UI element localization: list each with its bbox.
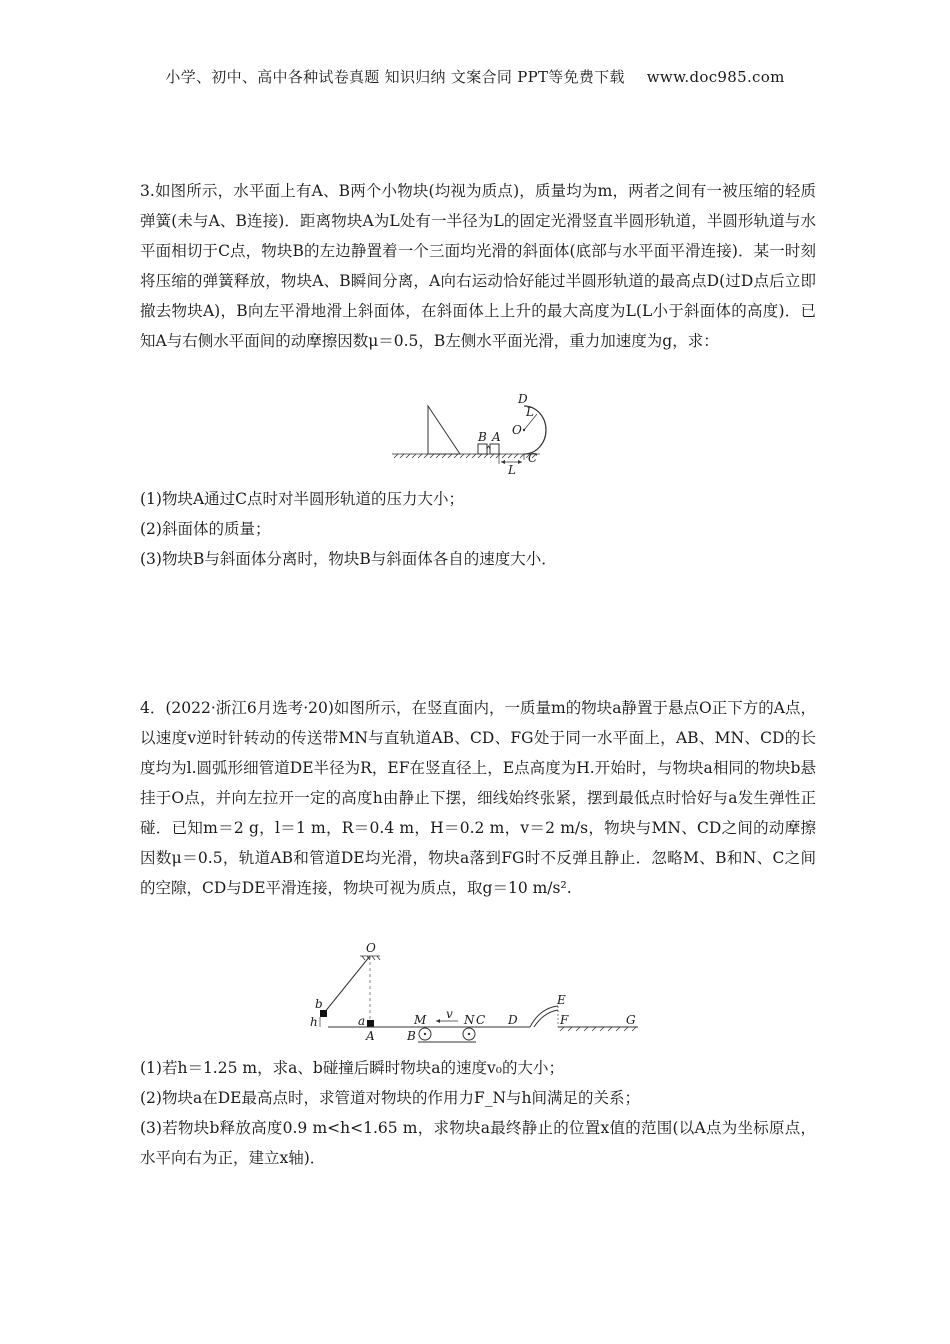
label-d: D xyxy=(518,392,528,406)
q3-sub-3: (3)物块B与斜面体分离时，物块B与斜面体各自的速度大小． xyxy=(140,550,557,568)
label-a: A xyxy=(492,430,501,444)
label-b-point: B xyxy=(407,1029,416,1043)
q3-sub-2: (2)斜面体的质量； xyxy=(140,520,271,538)
ground-hatch-fg xyxy=(560,1027,636,1031)
label-n: N xyxy=(464,1013,475,1027)
label-v: v xyxy=(446,1007,453,1021)
ground-hatch xyxy=(392,454,540,458)
block-b xyxy=(320,1010,327,1017)
label-e: E xyxy=(557,993,566,1007)
q3-subquestions xyxy=(140,484,816,574)
label-c: C xyxy=(476,1013,486,1027)
page-header xyxy=(0,66,950,87)
q4-sub-3: (3)若物块b释放高度0.9 m<h<1.65 m，求物块a最终静止的位置x值的范围(以A点为坐标原点，水平向右为正，建立x轴)． xyxy=(140,1119,816,1167)
q4-sub-2: (2)物块a在DE最高点时，求管道对物块的作用力F_N与h间满足的关系； xyxy=(140,1089,640,1107)
q4-figure xyxy=(308,940,648,1054)
block-a xyxy=(490,444,499,454)
label-f: F xyxy=(560,1013,569,1027)
label-b: B xyxy=(478,430,487,444)
label-h: h xyxy=(310,1015,318,1029)
block-a xyxy=(367,1020,374,1027)
header-text: 小学、初中、高中各种试卷真题 知识归纳 文案合同 PPT等免费下载 xyxy=(165,68,625,86)
header-url[interactable]: www.doc985.com xyxy=(646,68,785,86)
q3-figure xyxy=(390,392,560,481)
label-c: C xyxy=(528,451,538,465)
label-o: O xyxy=(512,423,522,437)
block-b xyxy=(478,444,487,454)
label-l-bottom: L xyxy=(508,463,516,477)
q4-sub-1: (1)若h＝1.25 m，求a、b碰撞后瞬时物块a的速度v₀的大小； xyxy=(140,1059,564,1077)
q4-stem: 4．(2022·浙江6月选考·20)如图所示，在竖直面内，一质量m的物块a静置于悬点O正下方的A点，以速度v逆时针转动的传送带MN与直轨道AB、CD、FG处于同一水平面上，AB、MN、CD的长度均为l.圆弧形细管道DE半径为R，EF在竖直径上，E点高度为H.开始时，与物块a相同的物块b悬挂于O点，并向左拉开一定的高度h由静止下摆，细线始终张紧，摆到最低点时恰好与a发生弹性正碰．已知m＝2 g，l＝1 m，R＝0.4 m，H＝0.2 m，v＝2 m/s，物块与MN、CD之间的动摩擦因数μ＝0.5，轨道AB和管道DE均光滑，物块a落到FG时不反弹且静止．忽略M、B和N、C之间的空隙，CD与DE平滑连接，物块可视为质点，取g＝10 m/s². xyxy=(140,699,816,897)
q3-stem: 3.如图所示，水平面上有A、B两个小物块(均视为质点)，质量均为m，两者之间有一被压缩的轻质弹簧(未与A、B连接)．距离物块A为L处有一半径为L的固定光滑竖直半圆形轨道，半圆形轨道与水平面相切于C点，物块B的左边静置着一个三面均光滑的斜面体(底部与水平面平滑连接)．某一时刻将压缩的弹簧释放，物块A、B瞬间分离，A向右运动恰好能过半圆形轨道的最高点D(过D点后立即撤去物块A)，B向左平滑地滑上斜面体，在斜面体上上升的最大高度为L(L小于斜面体的高度)．已知A与右侧水平面间的动摩擦因数μ＝0.5，B左侧水平面光滑，重力加速度为g，求： xyxy=(140,182,816,350)
q3-diagram xyxy=(390,392,560,477)
label-g: G xyxy=(626,1013,636,1027)
question-4 xyxy=(140,693,816,903)
label-d: D xyxy=(508,1013,518,1027)
label-o: O xyxy=(366,941,376,955)
q3-sub-1: (1)物块A通过C点时对半圆形轨道的压力大小； xyxy=(140,490,465,508)
q4-diagram xyxy=(308,940,648,1050)
label-l-top: L xyxy=(526,405,534,419)
label-b-block: b xyxy=(315,997,323,1011)
label-m: M xyxy=(414,1013,427,1027)
pendulum-string xyxy=(324,956,370,1013)
label-a-block: a xyxy=(358,1014,366,1028)
incline-block xyxy=(428,406,460,454)
center-o xyxy=(523,429,525,431)
question-3 xyxy=(140,176,816,356)
q4-subquestions xyxy=(140,1053,816,1173)
label-a-point: A xyxy=(366,1029,375,1043)
